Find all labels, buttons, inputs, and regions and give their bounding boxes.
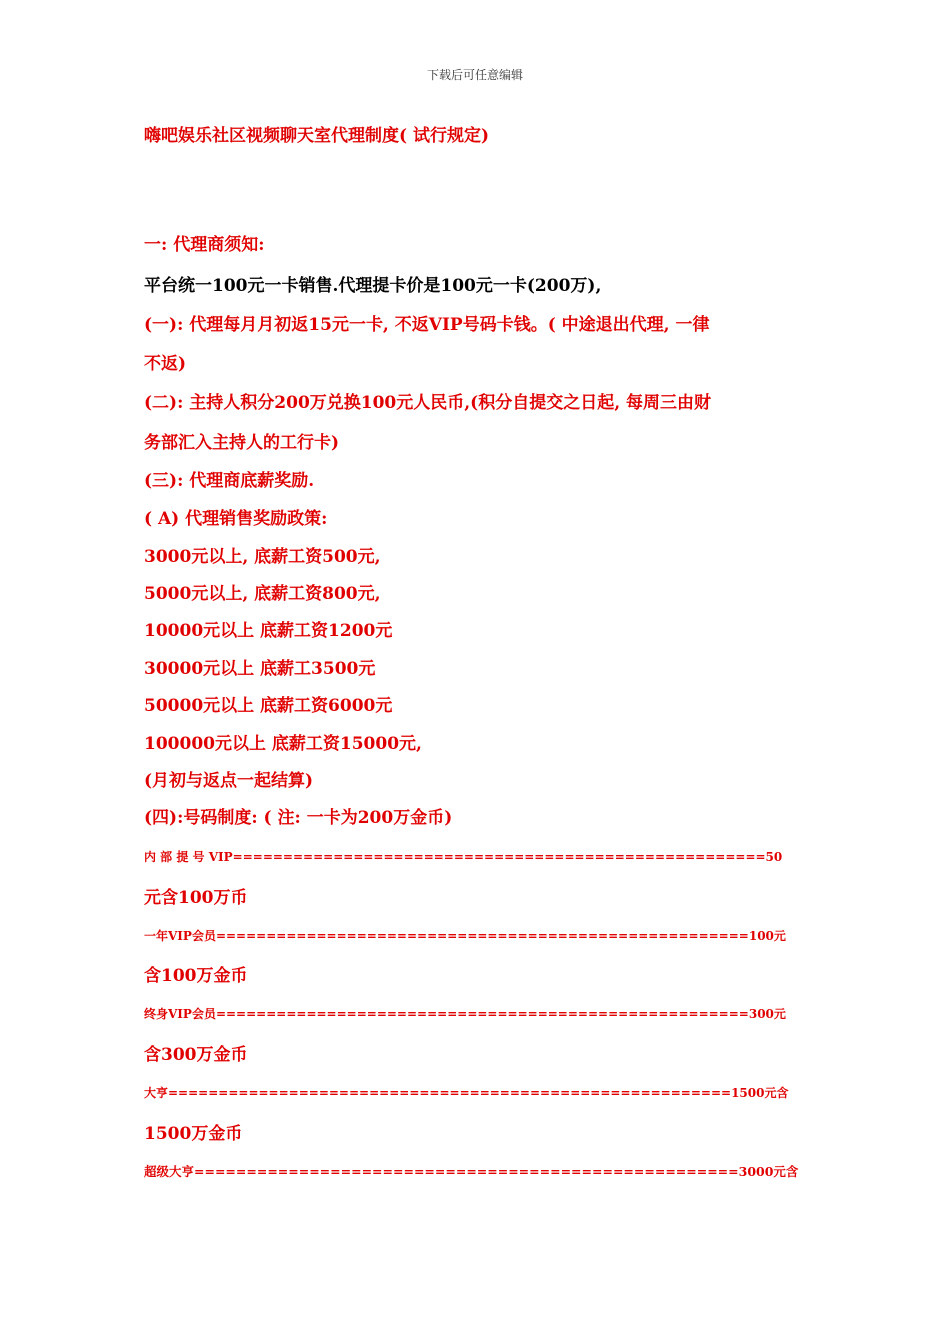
super-tycoon-line: 超级大亨====================================================3000元含 — [144, 1164, 799, 1179]
settlement-note: (月初与返点一起结算) — [144, 771, 314, 791]
section-heading: 一: 代理商须知: — [144, 235, 265, 255]
tycoon-line-cont: 1500万金币 — [144, 1124, 243, 1144]
vip-internal-line-cont: 元含100万币 — [144, 888, 248, 908]
document-title: 嗨吧娱乐社区视频聊天室代理制度( 试行规定) — [144, 126, 490, 146]
rule-item-1: (一): 代理每月月初返15元一卡, 不返VIP号码卡钱。( 中途退出代理, 一律 — [144, 315, 710, 335]
pricing-paragraph: 平台统一100元一卡销售.代理提卡价是100元一卡(200万), — [144, 276, 602, 296]
vip-year-line-cont: 含100万金币 — [144, 966, 248, 986]
salary-tier: 10000元以上 底薪工资1200元 — [144, 621, 393, 641]
rule-item-2: (二): 主持人积分200万兑换100元人民币,(积分自提交之日起, 每周三由财 — [144, 393, 712, 413]
vip-internal-line: 内 部 提 号 VIP=====================================================50 — [144, 850, 783, 864]
rule-item-1-cont: 不返) — [144, 354, 187, 374]
rule-item-4: (四):号码制度: ( 注: 一卡为200万金币) — [144, 808, 453, 828]
vip-year-line: 一年VIP会员=====================================================100元 — [144, 929, 786, 943]
tycoon-line: 大亨========================================================1500元含 — [144, 1086, 789, 1100]
rule-item-2-cont: 务部汇入主持人的工行卡) — [144, 433, 340, 453]
vip-life-line: 终身VIP会员=====================================================300元 — [144, 1007, 786, 1021]
rule-item-a: ( A) 代理销售奖励政策: — [144, 509, 328, 529]
salary-tier: 5000元以上, 底薪工资800元, — [144, 584, 381, 604]
vip-life-line-cont: 含300万金币 — [144, 1045, 248, 1065]
salary-tier: 3000元以上, 底薪工资500元, — [144, 547, 381, 567]
salary-tier: 30000元以上 底薪工3500元 — [144, 659, 376, 679]
salary-tier: 50000元以上 底薪工资6000元 — [144, 696, 393, 716]
salary-tier: 100000元以上 底薪工资15000元, — [144, 734, 422, 754]
page-header: 下载后可任意编辑 — [426, 68, 523, 82]
rule-item-3: (三): 代理商底薪奖励. — [144, 471, 315, 491]
